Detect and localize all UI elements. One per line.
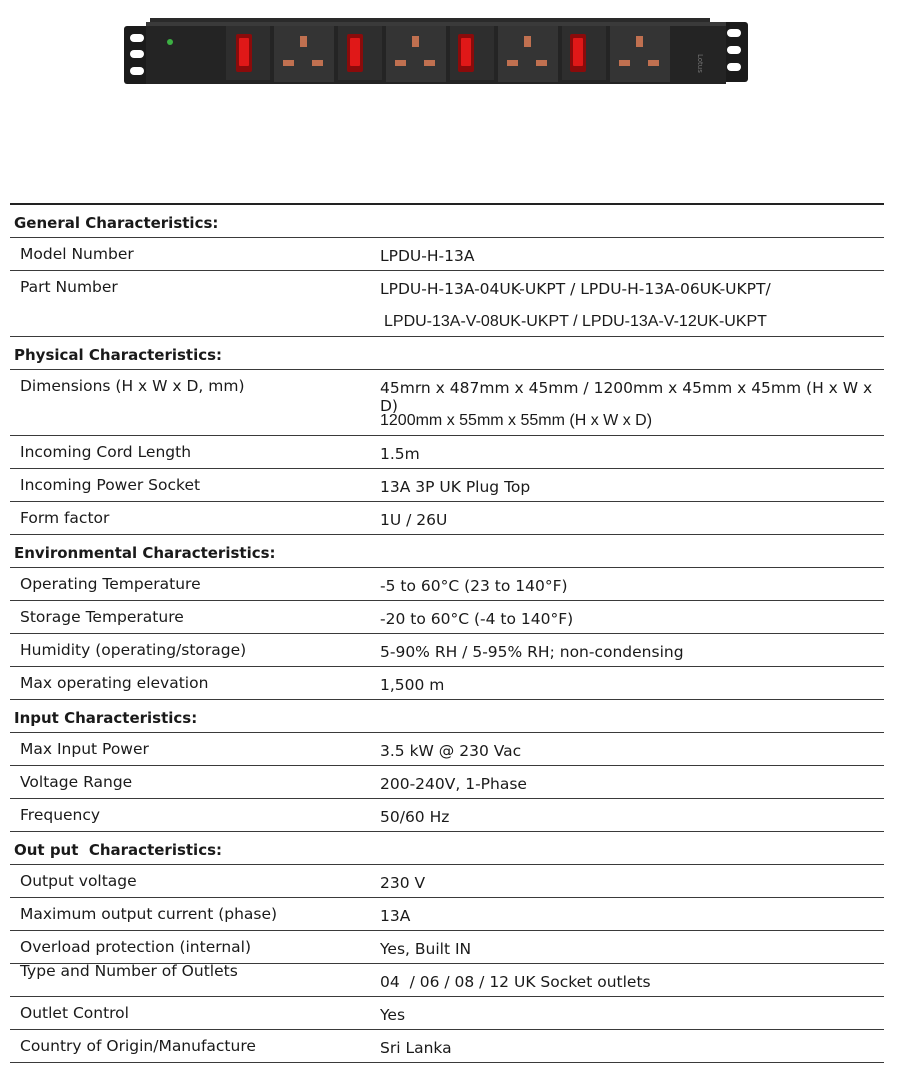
spec-label: Voltage Range	[20, 773, 133, 791]
section-header-physical	[10, 337, 884, 370]
spec-row	[10, 271, 884, 337]
spec-value: Yes	[380, 1006, 406, 1024]
uk-socket-icon	[498, 26, 558, 82]
spec-label: Operating Temperature	[20, 575, 201, 593]
spec-label: Form factor	[20, 509, 110, 527]
spec-value: 1,500 m	[380, 676, 445, 694]
spec-label: Frequency	[20, 806, 101, 824]
spec-label: Type and Number of Outlets	[20, 962, 238, 980]
section-header-environmental	[10, 535, 884, 568]
spec-value: -20 to 60°C (-4 to 140°F)	[380, 610, 574, 628]
spec-value-line-2: 1200mm x 55mm x 55mm (H x W x D)	[380, 412, 653, 429]
spec-label: Dimensions (H x W x D, mm)	[20, 377, 245, 395]
outlet-module-1	[226, 26, 334, 82]
spec-row	[10, 733, 884, 766]
spec-label: Incoming Cord Length	[20, 443, 192, 461]
section-header-general	[10, 205, 884, 238]
section-header-output	[10, 832, 884, 865]
spec-label: Part Number	[20, 278, 118, 296]
spec-label: Output voltage	[20, 872, 137, 890]
spec-value-line-2: LPDU-13A-V-08UK-UKPT / LPDU-13A-V-12UK-UKPT	[384, 313, 767, 330]
spec-value: Yes, Built IN	[380, 940, 472, 958]
spec-label: Overload protection (internal)	[20, 938, 252, 956]
spec-value: 45mrn x 487mm x 45mm / 1200mm x 45mm x 45mm (H x W x D)	[380, 379, 873, 415]
spec-value: 50/60 Hz	[380, 808, 450, 826]
spec-row	[10, 601, 884, 634]
spec-row	[10, 667, 884, 700]
section-title: Input Characteristics:	[14, 709, 198, 727]
outlet-module-3	[450, 26, 558, 82]
uk-socket-icon	[274, 26, 334, 82]
spec-row	[10, 964, 884, 997]
spec-label: Outlet Control	[20, 1004, 129, 1022]
spec-value: Sri Lanka	[380, 1039, 452, 1057]
brand-mark: Lotus	[696, 54, 704, 73]
spec-label: Max Input Power	[20, 740, 149, 758]
spec-value: 1U / 26U	[380, 511, 448, 529]
spec-value: 04 / 06 / 08 / 12 UK Socket outlets	[380, 973, 651, 991]
spec-label: Incoming Power Socket	[20, 476, 201, 494]
spec-value: 5-90% RH / 5-95% RH; non-condensing	[380, 643, 684, 661]
section-title: Physical Characteristics:	[14, 346, 223, 364]
spec-value: 3.5 kW @ 230 Vac	[380, 742, 522, 760]
spec-label: Maximum output current (phase)	[20, 905, 278, 923]
spec-row	[10, 799, 884, 832]
uk-socket-icon	[610, 26, 670, 82]
pdu-product-image	[120, 12, 752, 92]
spec-row	[10, 436, 884, 469]
spec-label: Storage Temperature	[20, 608, 184, 626]
spec-value: 13A	[380, 907, 411, 925]
uk-socket-icon	[386, 26, 446, 82]
spec-value: 1.5m	[380, 445, 420, 463]
section-title: Environmental Characteristics:	[14, 544, 276, 562]
spec-label: Model Number	[20, 245, 134, 263]
section-title: Out put Characteristics:	[14, 841, 223, 859]
spec-row	[10, 898, 884, 931]
section-header-input	[10, 700, 884, 733]
power-indicator-light	[167, 39, 173, 45]
spec-value: 200-240V, 1-Phase	[380, 775, 527, 793]
outlet-module-2	[338, 26, 446, 82]
spec-label: Max operating elevation	[20, 674, 209, 692]
spec-row	[10, 469, 884, 502]
spec-row	[10, 502, 884, 535]
section-title: General Characteristics:	[14, 214, 219, 232]
spec-row	[10, 766, 884, 799]
spec-value: -5 to 60°C (23 to 140°F)	[380, 577, 568, 595]
spec-value: LPDU-H-13A	[380, 247, 475, 265]
spec-row	[10, 931, 884, 964]
spec-row	[10, 865, 884, 898]
spec-row	[10, 997, 884, 1030]
spec-value: LPDU-H-13A-04UK-UKPT / LPDU-H-13A-06UK-UKPT/	[380, 280, 771, 298]
spec-label: Country of Origin/Manufacture	[20, 1037, 256, 1055]
spec-table	[10, 203, 884, 1063]
spec-row	[10, 1030, 884, 1063]
spec-row	[10, 634, 884, 667]
spec-value: 13A 3P UK Plug Top	[380, 478, 531, 496]
spec-label: Humidity (operating/storage)	[20, 641, 247, 659]
spec-row	[10, 568, 884, 601]
spec-value: 230 V	[380, 874, 426, 892]
spec-row	[10, 238, 884, 271]
spec-row	[10, 370, 884, 436]
outlet-module-4	[562, 26, 670, 82]
